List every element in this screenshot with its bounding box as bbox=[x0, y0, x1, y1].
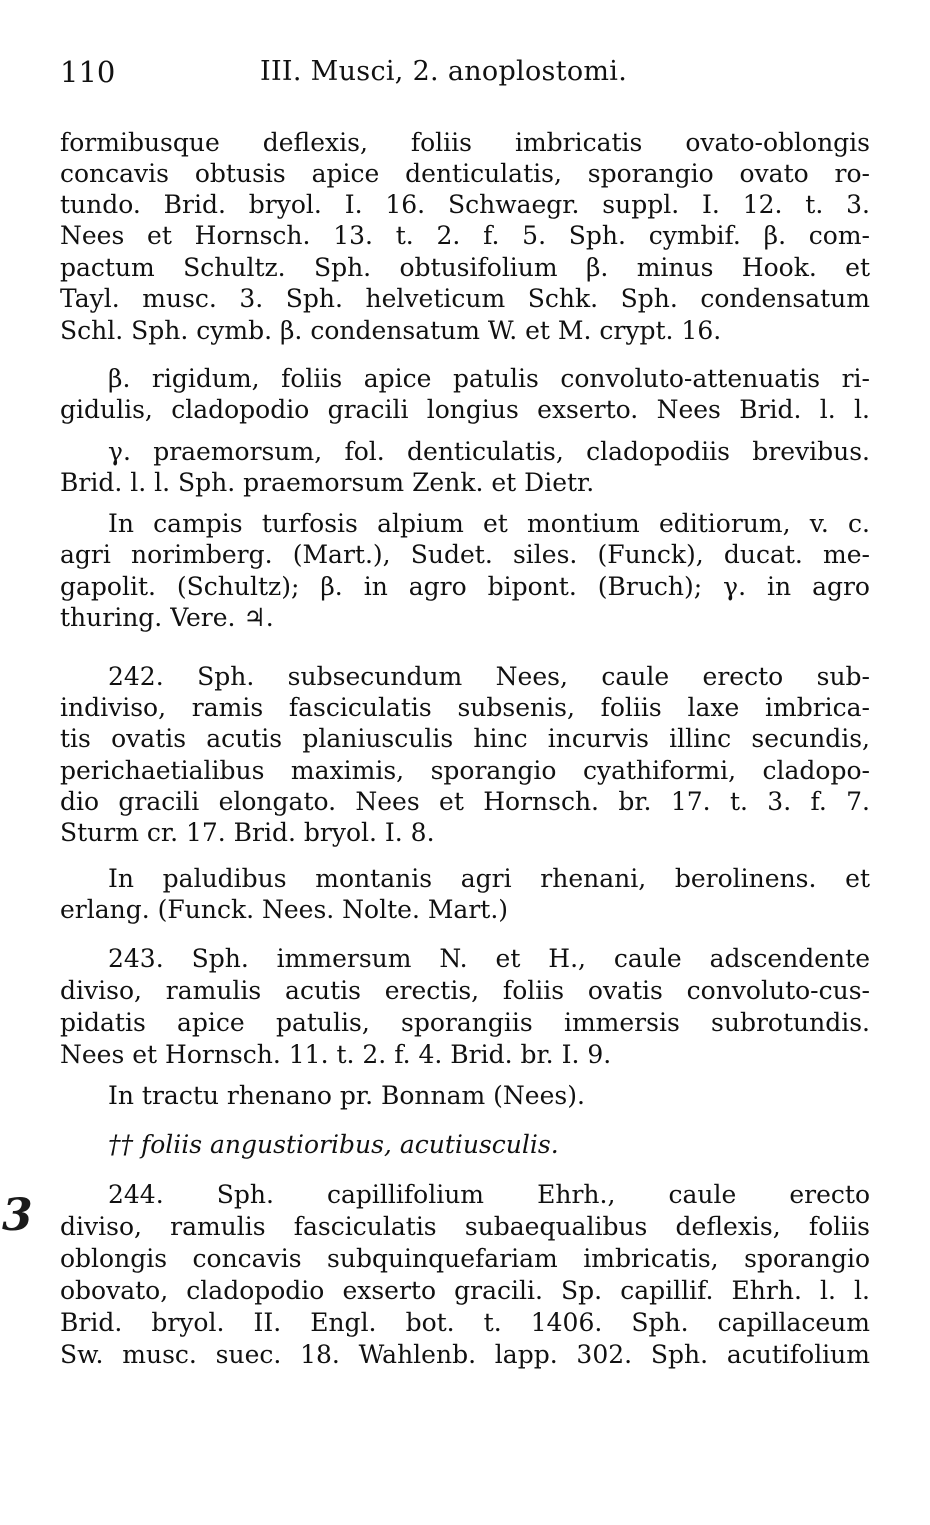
text-line: 242. Sph. subsecundum Nees, caule erecto sub- bbox=[108, 662, 870, 691]
text-line: γ. praemorsum, fol. denticulatis, cladopodiis brevibus. bbox=[108, 437, 870, 466]
text-line: concavis obtusis apice denticulatis, sporangio ovato ro- bbox=[60, 159, 870, 188]
page-number: 110 bbox=[60, 55, 116, 89]
text-line: 243. Sph. immersum N. et H., caule adscendente bbox=[108, 944, 870, 973]
text-line: pactum Schultz. Sph. obtusifolium β. minus Hook. et bbox=[60, 253, 870, 282]
text-line: gapolit. (Schultz); β. in agro bipont. (Bruch); γ. in agro bbox=[60, 572, 870, 601]
text-line: Nees et Hornsch. 13. t. 2. f. 5. Sph. cymbif. β. com- bbox=[60, 221, 870, 250]
text-line: thuring. Vere. ♃. bbox=[60, 603, 274, 632]
text-line: perichaetialibus maximis, sporangio cyathiformi, cladopo- bbox=[60, 756, 870, 785]
handwritten-margin-mark: 3 bbox=[2, 1190, 33, 1241]
section-heading: †† foliis angustioribus, acutiusculis. bbox=[108, 1130, 559, 1159]
text-line: Brid. bryol. II. Engl. bot. t. 1406. Sph. capillaceum bbox=[60, 1308, 870, 1337]
text-line: β. rigidum, foliis apice patulis convoluto-attenuatis ri- bbox=[108, 364, 870, 393]
text-line: tundo. Brid. bryol. I. 16. Schwaegr. suppl. I. 12. t. 3. bbox=[60, 190, 870, 219]
page-header bbox=[60, 52, 870, 92]
text-line: dio gracili elongato. Nees et Hornsch. br. 17. t. 3. f. 7. bbox=[60, 787, 870, 816]
text-line: obovato, cladopodio exserto gracili. Sp. capillif. Ehrh. l. l. bbox=[60, 1276, 870, 1305]
text-line: erlang. (Funck. Nees. Nolte. Mart.) bbox=[60, 895, 509, 924]
text-line: In campis turfosis alpium et montium editiorum, v. c. bbox=[108, 509, 870, 538]
text-line: indiviso, ramis fasciculatis subsenis, foliis laxe imbrica- bbox=[60, 693, 870, 722]
text-line: Brid. l. l. Sph. praemorsum Zenk. et Dietr. bbox=[60, 468, 595, 497]
text-line: 244. Sph. capillifolium Ehrh., caule erecto bbox=[108, 1180, 870, 1209]
text-line: agri norimberg. (Mart.), Sudet. siles. (Funck), ducat. me- bbox=[60, 540, 870, 569]
text-line: Sturm cr. 17. Brid. bryol. I. 8. bbox=[60, 818, 435, 847]
text-line: pidatis apice patulis, sporangiis immersis subrotundis. bbox=[60, 1008, 870, 1037]
text-line: Tayl. musc. 3. Sph. helveticum Schk. Sph. condensatum bbox=[60, 284, 870, 313]
text-line: gidulis, cladopodio gracili longius exserto. Nees Brid. l. l. bbox=[60, 395, 870, 424]
text-line: In paludibus montanis agri rhenani, berolinens. et bbox=[108, 864, 870, 893]
text-line: Sw. musc. suec. 18. Wahlenb. lapp. 302. Sph. acutifolium bbox=[60, 1340, 870, 1369]
text-line: diviso, ramulis fasciculatis subaequalibus deflexis, foliis bbox=[60, 1212, 870, 1241]
text-line: tis ovatis acutis planiusculis hinc incurvis illinc secundis, bbox=[60, 724, 870, 753]
text-line: diviso, ramulis acutis erectis, foliis ovatis convoluto-cus- bbox=[60, 976, 870, 1005]
running-head: III. Musci, 2. anoplostomi. bbox=[260, 56, 628, 87]
text-line: formibusque deflexis, foliis imbricatis ovato-oblongis bbox=[60, 128, 870, 157]
text-line: Nees et Hornsch. 11. t. 2. f. 4. Brid. br. I. 9. bbox=[60, 1040, 612, 1069]
text-line: In tractu rhenano pr. Bonnam (Nees). bbox=[108, 1081, 585, 1110]
text-line: Schl. Sph. cymb. β. condensatum W. et M. crypt. 16. bbox=[60, 316, 722, 345]
text-line: oblongis concavis subquinquefariam imbricatis, sporangio bbox=[60, 1244, 870, 1273]
